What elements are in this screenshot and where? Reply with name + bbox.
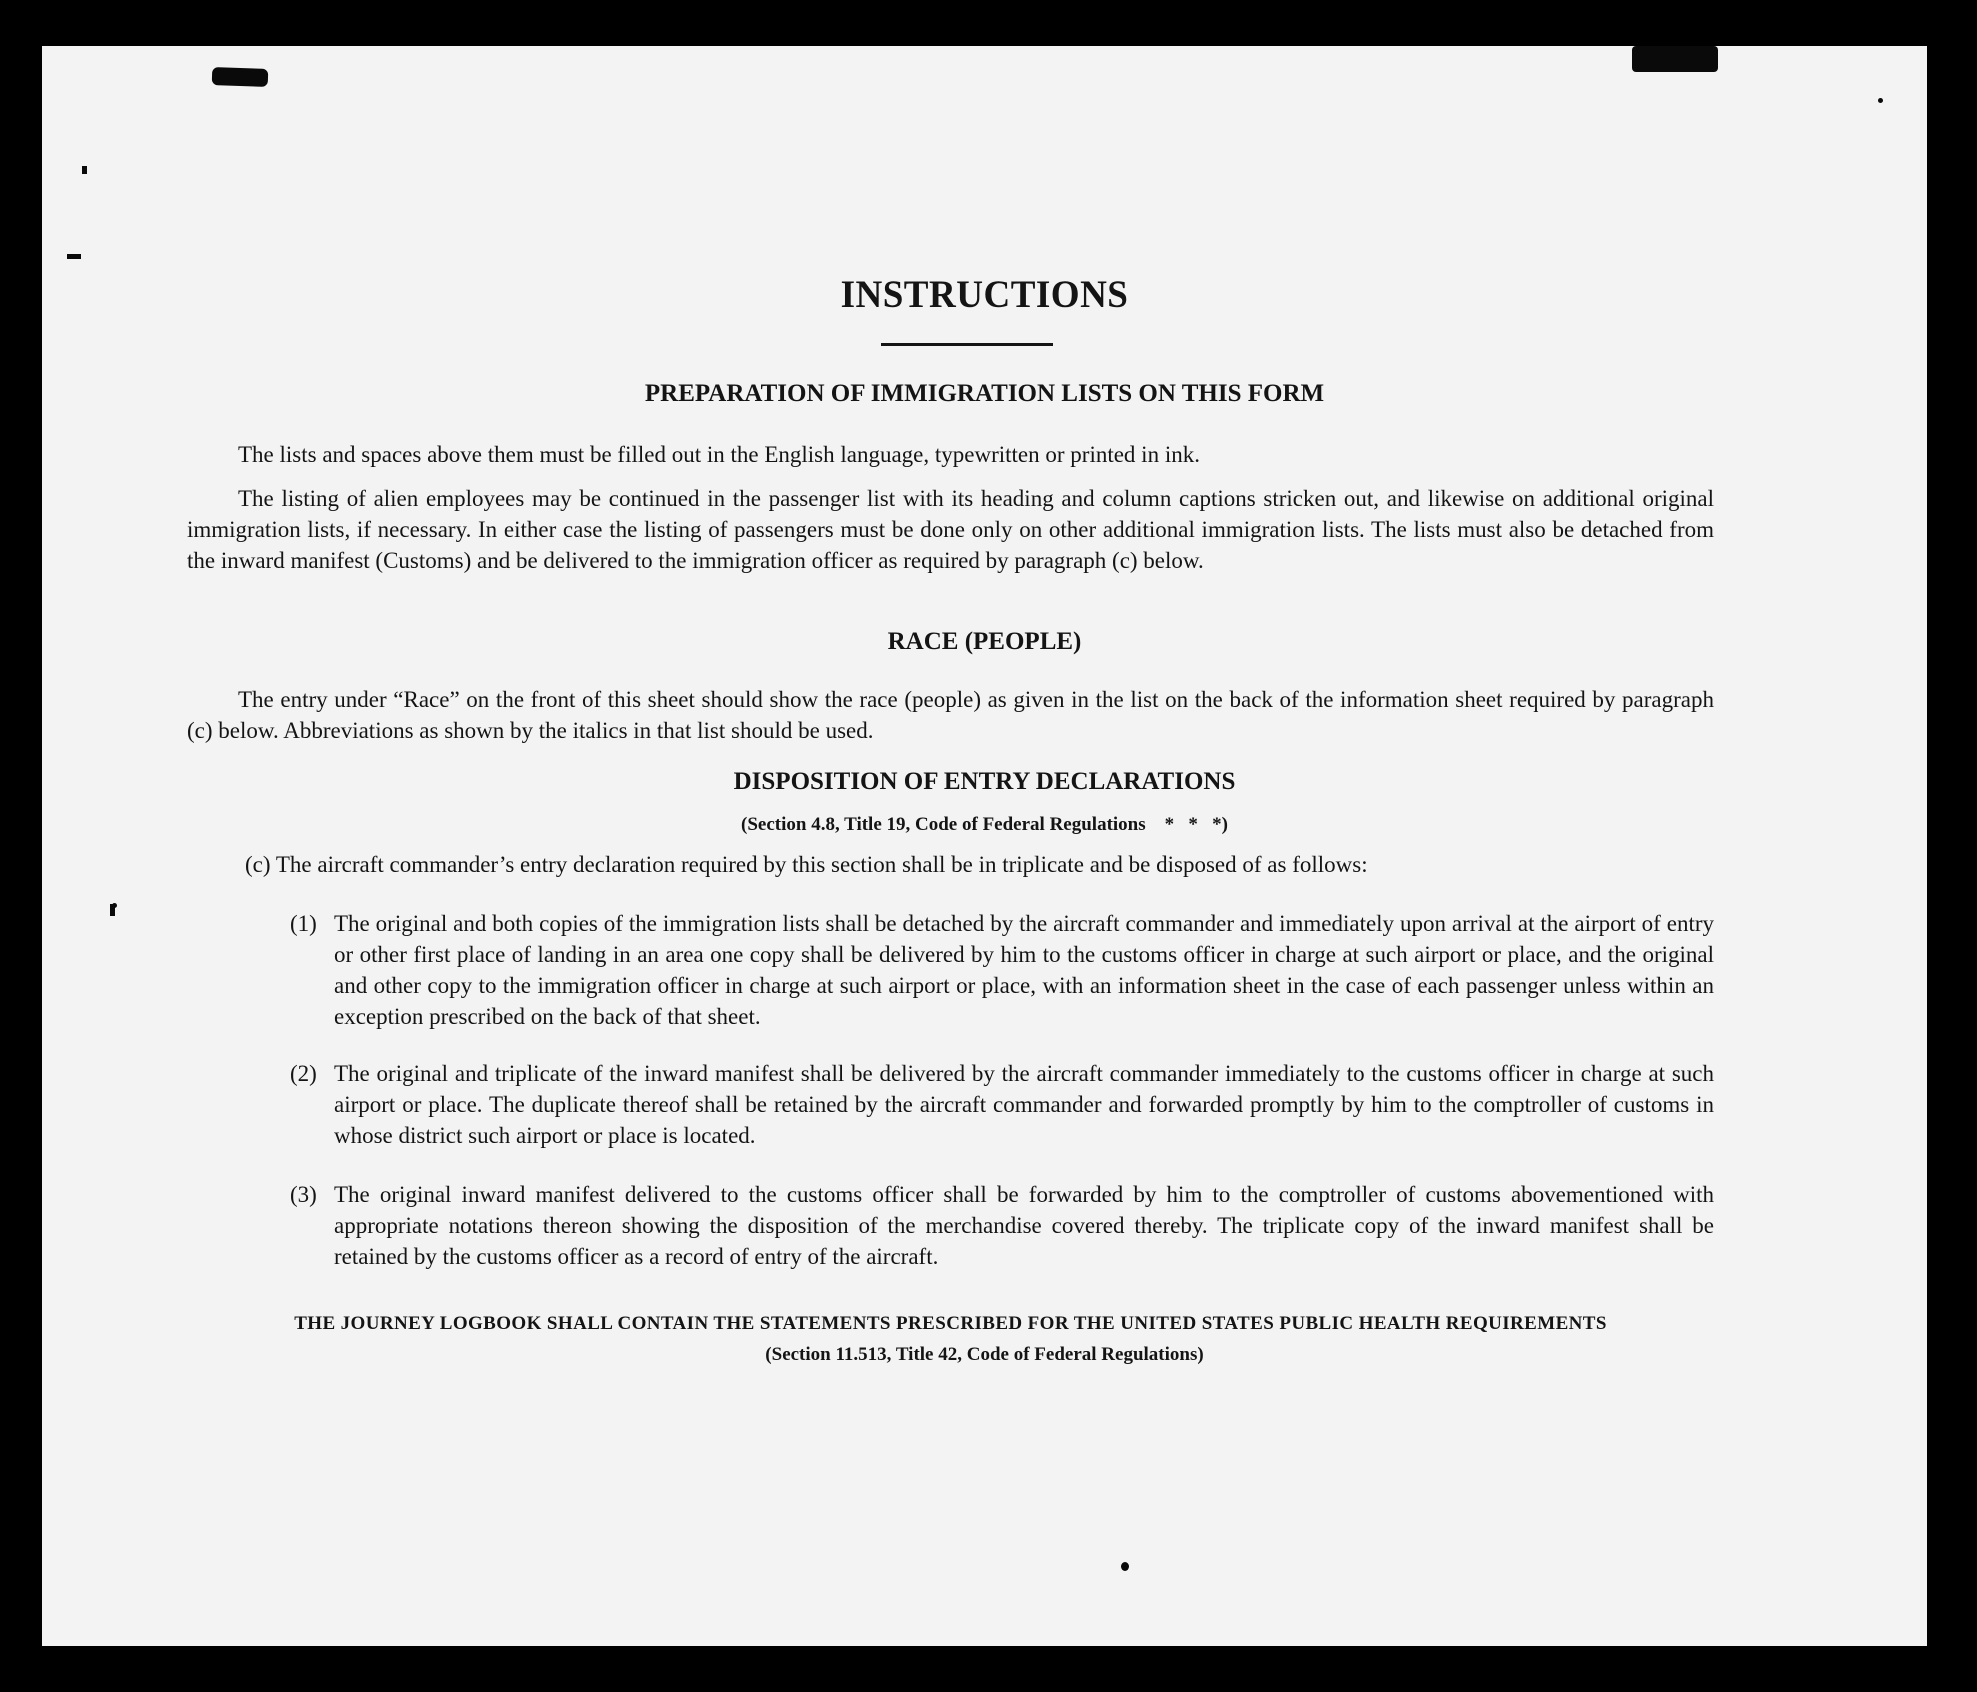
race-paragraph: The entry under “Race” on the front of this sheet should show the race (people) as given in the list on the back of the information sheet required by paragraph (c) below. Abbreviations as shown by the italics in that list should be used.: [187, 687, 1714, 743]
item-text: The original and triplicate of the inward manifest shall be delivered by the aircraft commander immediately to the customs officer in charge at such airport or place. The duplicate thereof shall be retained by the aircraft commander and forwarded promptly by him to the comptroller of customs in whose district such airport or place is located.: [334, 1061, 1714, 1148]
intro-text: The aircraft commander’s entry declaration required by this section shall be in triplicate and be disposed of as follows:: [275, 852, 1368, 877]
list-item: [290, 908, 1714, 1032]
item-text: The original and both copies of the immigration lists shall be detached by the aircraft commander and immediately upon arrival at the airport of entry or other first place of landing in an area one copy shall be delivered by him to the customs officer in charge at such airport or place, and the original and other copy to the immigration officer in charge at such airport or place, with an information sheet in the case of each passenger unless within an exception prescribed on the back of that sheet.: [334, 911, 1714, 1029]
scan-blot: [110, 904, 115, 916]
disposition-citation: (Section 4.8, Title 19, Code of Federal Regulations * * *): [741, 814, 1228, 835]
scan-blot: [82, 166, 87, 174]
public-health-statement: THE JOURNEY LOGBOOK SHALL CONTAIN THE STATEMENTS PRESCRIBED FOR THE UNITED STATES PUBLIC HEALTH REQUIREMENTS: [294, 1313, 1607, 1334]
disposition-intro: [245, 849, 1714, 880]
preparation-paragraph-2: The listing of alien employees may be continued in the passenger list with its heading and column captions stricken out, and likewise on additional original immigration lists, if necessary. In either case the listing of passengers must be done only on other additional immigration lists. The lists must also be detached from the inward manifest (Customs) and be delivered to the immigration officer as required by paragraph (c) below.: [187, 486, 1714, 573]
disposition-heading: DISPOSITION OF ENTRY DECLARATIONS: [733, 768, 1236, 795]
page-title: INSTRUCTIONS: [840, 273, 1129, 316]
scan-blot: [1121, 1562, 1129, 1571]
public-health-citation: (Section 11.513, Title 42, Code of Federal Regulations): [765, 1344, 1204, 1365]
scan-blot: [67, 254, 81, 259]
preparation-heading: PREPARATION OF IMMIGRATION LISTS ON THIS FORM: [644, 380, 1325, 407]
item-number: (1): [290, 911, 317, 936]
item-number: (2): [290, 1061, 317, 1086]
scan-blot: [212, 67, 269, 87]
list-item: [290, 1179, 1714, 1272]
document-page: [42, 46, 1927, 1646]
item-text: The original inward manifest delivered to the customs officer shall be forwarded by him to the comptroller of customs abovementioned with appropriate notations thereon showing the disposition of the merchandise covered thereby. The triplicate copy of the inward manifest shall be retained by the customs officer as a record of entry of the aircraft.: [334, 1182, 1714, 1269]
item-number: (3): [290, 1182, 317, 1207]
preparation-paragraph-1: The lists and spaces above them must be filled out in the English language, typewritten or printed in ink.: [238, 442, 1200, 467]
intro-label: (c): [245, 852, 271, 877]
list-item: [290, 1058, 1714, 1151]
scan-blot: [1878, 98, 1883, 103]
race-heading: RACE (PEOPLE): [887, 628, 1082, 655]
scan-blot: [1632, 46, 1718, 72]
title-underline: [881, 343, 1053, 346]
